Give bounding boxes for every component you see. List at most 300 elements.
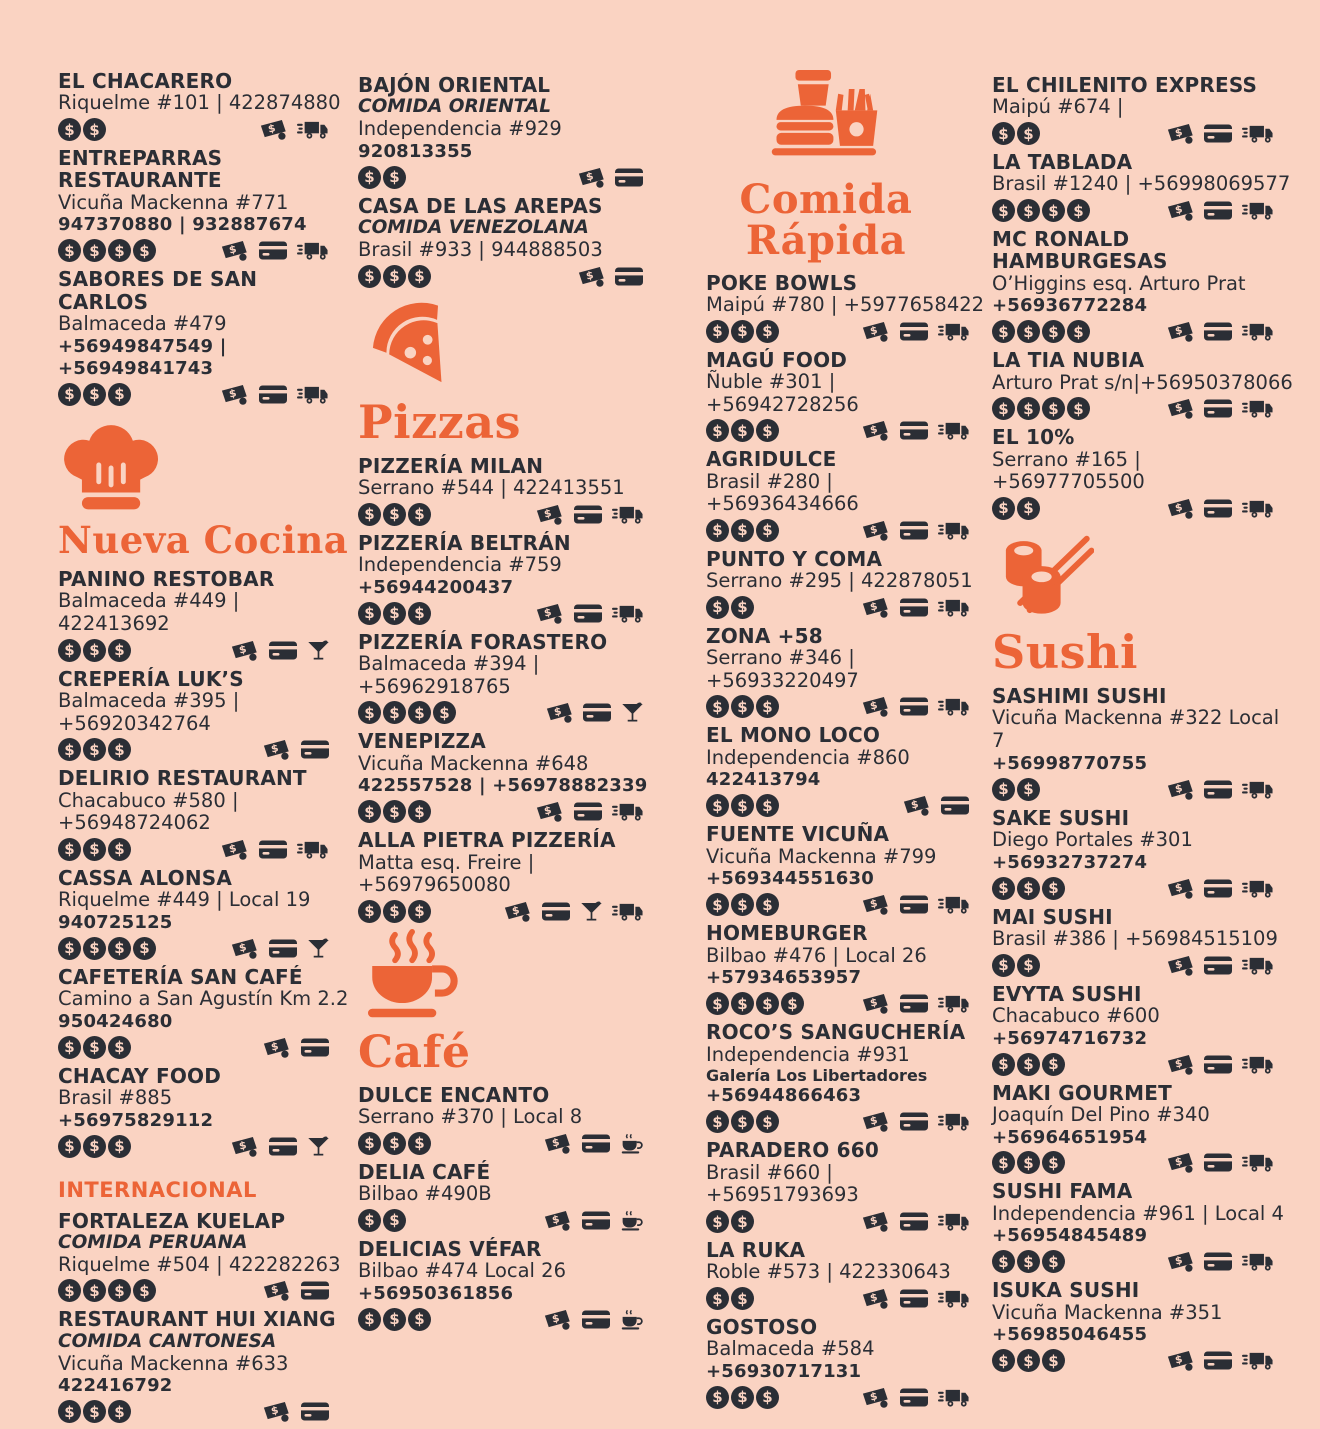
address-line: Riquelme #449 | Local 19: [58, 888, 311, 912]
svg-text:$: $: [869, 996, 879, 1010]
restaurant-listing: [58, 1308, 350, 1423]
svg-text:$: $: [1173, 203, 1184, 217]
restaurant-name: SABORES DE SAN CARLOS: [58, 267, 258, 314]
price-level: [706, 1110, 779, 1133]
dollar-icon: $: [383, 602, 406, 625]
phone-line: 422416792: [58, 1375, 173, 1397]
svg-text:$: $: [869, 1390, 879, 1404]
restaurant-name: SASHIMI SUSHI: [992, 684, 1167, 709]
icons-row: [358, 1308, 644, 1331]
phone-line: +56974716732: [992, 1027, 1148, 1049]
address-line: Balmaceda #394 | +56962918765: [358, 652, 540, 698]
svg-text:$: $: [267, 122, 278, 136]
restaurant-name: EL 10%: [992, 425, 1075, 450]
payment-icons: [861, 894, 970, 915]
icons-row: [706, 1110, 970, 1133]
card-icon: [581, 1133, 611, 1154]
address-line: Galería Los Libertadores: [706, 1066, 928, 1086]
restaurant-listing: [706, 1021, 990, 1133]
payment-icons: [262, 1401, 330, 1422]
card-icon: [1203, 1054, 1233, 1075]
phone-line: 920813355: [358, 140, 473, 162]
restaurant-name: DELICIAS VÉFAR: [358, 1236, 542, 1261]
icons-row: [992, 320, 1275, 343]
price-level: [992, 877, 1065, 900]
cuisine-type: COMIDA ORIENTAL: [358, 96, 551, 118]
price-level: [706, 992, 804, 1015]
price-level: [992, 954, 1040, 977]
price-level: [358, 602, 431, 625]
dollar-icon: $: [408, 800, 431, 823]
price-level: [58, 118, 106, 141]
price-level: [706, 519, 779, 542]
payment-icons: [535, 801, 644, 822]
restaurant-listing: [58, 70, 350, 141]
cash-icon: [220, 839, 249, 860]
payment-icons: [861, 321, 970, 342]
cash-icon: [1166, 1251, 1195, 1272]
address-line: Brasil #885: [58, 1086, 173, 1110]
dollar-icon: $: [731, 794, 754, 817]
dollar-icon: $: [1017, 1151, 1040, 1174]
restaurant-listing: [58, 668, 350, 762]
cash-icon: [545, 702, 574, 723]
dollar-icon: $: [706, 596, 729, 619]
card-icon: [899, 520, 929, 541]
dollar-icon: $: [58, 639, 81, 662]
price-level: [358, 1132, 431, 1155]
dollar-icon: $: [408, 900, 431, 923]
restaurant-name: AGRIDULCE: [706, 447, 837, 472]
card-icon: [268, 938, 298, 959]
truck-icon: [1242, 779, 1274, 800]
price-level: [706, 1210, 754, 1233]
address-line: Ñuble #301 | +56942728256: [706, 369, 859, 416]
address-line: Roble #573 | 422330643: [706, 1260, 951, 1284]
dollar-icon: $: [992, 199, 1015, 222]
icons-row: [706, 794, 970, 817]
truck-icon: [938, 520, 970, 541]
card-icon: [581, 1309, 611, 1330]
icons-row: [58, 239, 330, 262]
payment-icons: [1166, 955, 1275, 976]
address-line: Arturo Prat s/n|+56950378066: [992, 370, 1293, 394]
phone-line: +56950361856: [358, 1282, 514, 1304]
svg-text:$: $: [269, 742, 280, 756]
cash-icon: [577, 266, 606, 287]
icons-row: [992, 1053, 1275, 1076]
svg-text:$: $: [1173, 1155, 1184, 1170]
address-line: Independencia #931: [706, 1042, 910, 1066]
icons-row: [992, 199, 1275, 222]
card-icon: [582, 702, 612, 723]
svg-text:$: $: [1173, 1056, 1184, 1071]
cash-icon: [1166, 1054, 1195, 1075]
dollar-icon: $: [731, 992, 754, 1015]
price-level: [58, 383, 131, 406]
restaurant-listing: [706, 1139, 990, 1233]
payment-icons: [503, 900, 644, 923]
dollar-icon: $: [1067, 397, 1090, 420]
price-level: [58, 1279, 156, 1302]
payment-icons: [861, 1387, 970, 1408]
dollar-icon: $: [992, 778, 1015, 801]
dollar-icon: $: [358, 900, 381, 923]
price-level: [992, 1250, 1065, 1273]
restaurant-name: PIZZERÍA BELTRÁN: [358, 530, 571, 555]
dollar-icon: $: [756, 992, 779, 1015]
card-icon: [1203, 398, 1233, 419]
dollar-icon: $: [756, 794, 779, 817]
dollar-icon: $: [731, 695, 754, 718]
price-level: [58, 738, 131, 761]
section-title: Nueva Cocina: [58, 517, 349, 562]
section-title: Pizzas: [358, 394, 522, 449]
price-level: [992, 1349, 1065, 1372]
address-line: Independencia #759: [358, 553, 562, 577]
phone-line: +56936772284: [992, 295, 1148, 317]
svg-text:$: $: [1173, 401, 1184, 415]
cash-icon: [262, 1401, 291, 1422]
address-line: Serrano #370 | Local 8: [358, 1105, 583, 1129]
icons-row: [58, 1036, 330, 1059]
truck-icon: [938, 993, 970, 1014]
restaurant-name: DULCE ENCANTO: [358, 1082, 550, 1107]
truck-icon: [938, 1387, 970, 1408]
svg-text:$: $: [869, 897, 879, 911]
dollar-icon: $: [383, 265, 406, 288]
svg-text:$: $: [228, 842, 239, 856]
cash-icon: [861, 894, 890, 915]
cash-icon: [861, 1111, 890, 1132]
price-level: [706, 1386, 779, 1409]
svg-text:$: $: [552, 705, 563, 719]
truck-icon: [938, 696, 970, 717]
cash-icon: [861, 597, 890, 618]
truck-icon: [1242, 398, 1274, 419]
cocktail-icon: [307, 639, 330, 662]
payment-icons: [861, 1288, 970, 1309]
dollar-icon: $: [731, 1110, 754, 1133]
phone-line: +56932737274: [992, 851, 1148, 873]
price-level: [58, 1400, 131, 1423]
card-icon: [268, 1136, 298, 1157]
dollar-icon: $: [358, 1209, 381, 1232]
svg-text:$: $: [228, 386, 239, 401]
truck-icon: [1242, 1054, 1274, 1075]
card-icon: [300, 1280, 330, 1301]
dollar-icon: $: [706, 1110, 729, 1133]
restaurant-listing: [992, 1082, 1296, 1175]
card-icon: [1203, 1251, 1233, 1272]
payment-icons: [535, 603, 644, 624]
dollar-icon: $: [358, 166, 381, 189]
payment-icons: [1166, 398, 1275, 419]
cash-icon: [861, 1288, 890, 1309]
restaurant-listing: [358, 631, 666, 725]
truck-icon: [938, 1111, 970, 1132]
restaurant-name: EL CHILENITO EXPRESS: [992, 73, 1258, 97]
cash-icon: [220, 384, 249, 405]
price-level: [706, 596, 754, 619]
dollar-icon: $: [1067, 199, 1090, 222]
payment-icons: [535, 504, 644, 525]
restaurant-name: MAGÚ FOOD: [706, 347, 848, 372]
dollar-icon: $: [58, 239, 81, 262]
restaurant-listing: [58, 966, 350, 1059]
dollar-icon: $: [358, 503, 381, 526]
truck-icon: [612, 801, 644, 822]
svg-text:$: $: [1173, 126, 1184, 140]
dollar-icon: $: [383, 1209, 406, 1232]
card-icon: [1203, 321, 1233, 342]
dollar-icon: $: [1017, 199, 1040, 222]
cash-icon: [259, 119, 288, 140]
column-2: [358, 74, 666, 1337]
price-level: [992, 122, 1040, 145]
dollar-icon: $: [1042, 199, 1065, 222]
price-level: [706, 320, 779, 343]
icons-row: [358, 900, 644, 923]
dollar-icon: $: [108, 1036, 131, 1059]
svg-text:$: $: [869, 323, 879, 338]
address-line: Balmaceda #395 | +56920342764: [58, 688, 240, 735]
address-line: Bilbao #476 | Local 26: [706, 943, 927, 967]
svg-text:$: $: [237, 1138, 248, 1153]
dollar-icon: $: [358, 800, 381, 823]
payment-icons: [861, 520, 970, 541]
svg-text:$: $: [584, 170, 595, 184]
icons-row: [992, 497, 1275, 520]
address-line: Independencia #961 | Local 4: [992, 1201, 1284, 1225]
truck-icon: [297, 839, 329, 860]
address-line: Camino a San Agustín Km 2.2: [58, 987, 349, 1011]
card-icon: [899, 696, 929, 717]
dollar-icon: $: [108, 383, 131, 406]
restaurant-name: HOMEBURGER: [706, 921, 868, 946]
cash-icon: [1166, 1350, 1195, 1371]
price-level: [58, 838, 131, 861]
cash-icon: [1166, 878, 1195, 899]
sushi-icon: [992, 534, 1296, 622]
icons-row: [992, 778, 1275, 801]
column-1: [58, 70, 350, 1429]
phone-line: 422557528 | +56978882339: [358, 775, 648, 797]
payment-icons: [577, 167, 645, 188]
dollar-icon: $: [1017, 877, 1040, 900]
phone-line: +569344551630: [706, 868, 874, 890]
section-title: Café: [358, 1026, 471, 1078]
column-3: [706, 70, 990, 1415]
payment-icons: [545, 701, 645, 724]
restaurant-name: VENEPIZZA: [358, 729, 486, 754]
icons-row: [706, 893, 970, 916]
card-icon: [899, 894, 929, 915]
dollar-icon: $: [1042, 1151, 1065, 1174]
restaurant-name: PANINO RESTOBAR: [58, 566, 275, 591]
truck-icon: [938, 420, 970, 441]
dollar-icon: $: [706, 992, 729, 1015]
price-level: [58, 239, 156, 262]
dollar-icon: $: [992, 1053, 1015, 1076]
dollar-icon: $: [108, 937, 131, 960]
restaurant-name: LA TABLADA: [992, 150, 1133, 174]
cocktail-icon: [580, 900, 603, 923]
card-icon: [1203, 200, 1233, 221]
restaurant-name: MC RONALD HAMBURGESAS: [992, 227, 1168, 274]
restaurant-name: CAFETERÍA SAN CAFÉ: [58, 964, 303, 989]
dollar-icon: $: [992, 1151, 1015, 1174]
restaurant-name: GOSTOSO: [706, 1315, 818, 1340]
dollar-icon: $: [706, 695, 729, 718]
subheading: INTERNACIONAL: [58, 1177, 257, 1202]
address-line: Chacabuco #580 | +56948724062: [58, 788, 239, 835]
truck-icon: [1242, 123, 1274, 144]
phone-line: +56964651954: [992, 1126, 1148, 1148]
dollar-icon: $: [706, 419, 729, 442]
restaurant-name: PUNTO Y COMA: [706, 546, 883, 571]
svg-text:$: $: [1173, 501, 1184, 515]
restaurant-listing: [358, 730, 666, 823]
icons-row: [58, 838, 330, 861]
dollar-icon: $: [83, 239, 106, 262]
icons-row: [992, 1349, 1275, 1372]
phone-line: 422413794: [706, 769, 821, 791]
card-icon: [899, 1111, 929, 1132]
restaurant-name: CASA DE LAS AREPAS: [358, 193, 603, 218]
dollar-icon: $: [1017, 320, 1040, 343]
address-line: Balmaceda #449 | 422413692: [58, 589, 240, 635]
icons-row: [358, 265, 644, 288]
cash-icon: [535, 801, 564, 822]
dollar-icon: $: [83, 118, 106, 141]
fastfood-icon: [706, 70, 946, 172]
payment-icons: [259, 119, 329, 140]
icons-row: [992, 1250, 1275, 1273]
address-line: Serrano #346 | +56933220497: [706, 646, 859, 692]
restaurant-listing: [992, 349, 1296, 420]
price-level: [992, 778, 1040, 801]
payment-icons: [1166, 1350, 1275, 1371]
coffee-icon: [620, 1133, 645, 1154]
dollar-icon: $: [433, 701, 456, 724]
payment-icons: [1166, 123, 1275, 144]
restaurant-name: CREPERÍA LUK’S: [58, 666, 244, 691]
cash-icon: [262, 739, 291, 760]
svg-text:$: $: [1173, 1353, 1184, 1367]
restaurant-name: POKE BOWLS: [706, 270, 858, 295]
restaurant-name: ZONA +58: [706, 623, 823, 648]
card-icon: [899, 1211, 929, 1232]
restaurant-listing: [706, 349, 990, 443]
restaurant-listing: [992, 151, 1296, 222]
card-icon: [1203, 123, 1233, 144]
restaurant-listing: [706, 272, 990, 343]
icons-row: [706, 1210, 970, 1233]
dollar-icon: $: [731, 893, 754, 916]
payment-icons: [1166, 1251, 1275, 1272]
address-line: Diego Portales #301: [992, 827, 1193, 851]
svg-text:$: $: [869, 523, 879, 537]
phone-line: +56949847549 | +56949841743: [58, 335, 227, 379]
address-line: Matta esq. Freire | +56979650080: [358, 850, 535, 897]
dollar-icon: $: [408, 265, 431, 288]
address-line: Serrano #165 | +56977705500: [992, 447, 1145, 494]
card-icon: [614, 266, 644, 287]
phone-line: +56998770755: [992, 752, 1148, 774]
restaurant-listing: [358, 455, 666, 526]
restaurant-name: SAKE SUSHI: [992, 805, 1130, 830]
truck-icon: [612, 603, 644, 624]
card-icon: [899, 1288, 929, 1309]
icons-row: [358, 602, 644, 625]
address-line: Vicuña Mackenna #648: [358, 751, 589, 775]
restaurant-name: ROCO’S SANGUCHERÍA: [706, 1020, 966, 1045]
price-level: [992, 1151, 1065, 1174]
restaurant-name: CASSA ALONSA: [58, 865, 233, 890]
truck-icon: [938, 321, 970, 342]
payment-icons: [577, 266, 645, 287]
dollar-icon: $: [1042, 1349, 1065, 1372]
price-level: [358, 1308, 431, 1331]
cash-icon: [262, 1037, 291, 1058]
dollar-icon: $: [731, 596, 754, 619]
dollar-icon: $: [992, 397, 1015, 420]
icons-row: [706, 419, 970, 442]
truck-icon: [938, 1288, 970, 1309]
address-line: Vicuña Mackenna #799: [706, 844, 937, 868]
phone-line: +56954845489: [992, 1225, 1148, 1247]
dollar-icon: $: [383, 1308, 406, 1331]
dollar-icon: $: [383, 1132, 406, 1155]
icons-row: [706, 320, 970, 343]
dollar-icon: $: [706, 893, 729, 916]
restaurant-name: DELIRIO RESTAURANT: [58, 766, 307, 791]
price-level: [358, 800, 431, 823]
price-level: [358, 166, 406, 189]
truck-icon: [1242, 878, 1274, 899]
payment-icons: [230, 937, 330, 960]
address-line: Vicuña Mackenna #322 Local 7: [992, 706, 1280, 753]
address-line: Brasil #280 | +56936434666: [706, 469, 859, 516]
dollar-icon: $: [731, 1287, 754, 1310]
card-icon: [573, 504, 603, 525]
card-icon: [258, 839, 288, 860]
restaurant-listing: [358, 532, 666, 625]
restaurant-listing: [992, 228, 1296, 343]
cash-icon: [861, 420, 890, 441]
svg-text:$: $: [869, 423, 879, 437]
cuisine-type: COMIDA VENEZOLANA: [358, 217, 589, 239]
section-header: [58, 422, 350, 562]
restaurant-listing: [992, 426, 1296, 520]
dollar-icon: $: [731, 419, 754, 442]
restaurant-listing: [992, 1279, 1296, 1372]
cash-icon: [1166, 779, 1195, 800]
dollar-icon: $: [408, 1308, 431, 1331]
section-title: Comida Rápida: [739, 176, 913, 264]
restaurant-name: LA RUKA: [706, 1238, 806, 1263]
restaurant-name: MAKI GOURMET: [992, 1080, 1172, 1105]
card-icon: [899, 1387, 929, 1408]
cash-icon: [535, 603, 564, 624]
dollar-icon: $: [1042, 877, 1065, 900]
restaurant-listing: [706, 724, 990, 817]
restaurant-name: DELIA CAFÉ: [358, 1159, 491, 1184]
dollar-icon: $: [1067, 320, 1090, 343]
address-line: Maipú #674 |: [992, 95, 1124, 119]
restaurant-listing: [992, 1180, 1296, 1273]
